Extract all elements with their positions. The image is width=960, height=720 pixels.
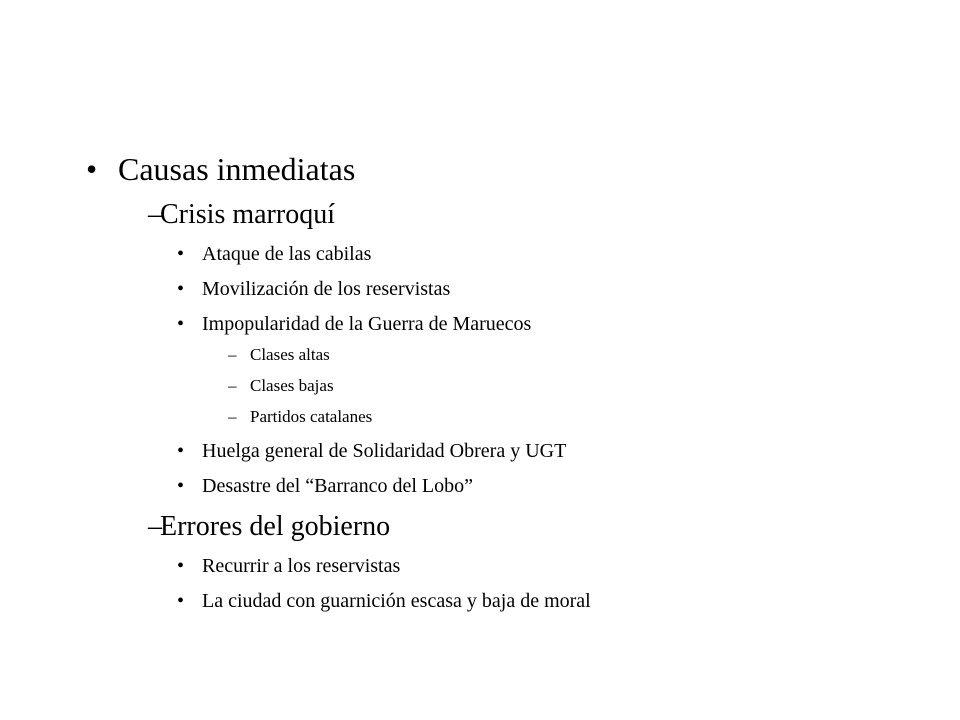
sub-bullet-text: Clases bajas: [250, 376, 334, 395]
sub-bullet-text: Clases altas: [250, 345, 330, 364]
bullet-marker: •: [86, 151, 98, 187]
bullet-text: Desastre del “Barranco del Lobo”: [202, 475, 473, 497]
sub-bullet-text: Partidos catalanes: [250, 407, 373, 426]
dash-marker: –: [228, 345, 237, 364]
dash-marker: –: [228, 407, 237, 426]
dash-marker: –: [228, 376, 237, 395]
dash-marker: –: [148, 511, 162, 542]
bullet-marker: •: [177, 590, 185, 612]
bullet-text: Movilización de los reservistas: [202, 278, 451, 300]
subheading-text: Crisis marroquí: [160, 199, 335, 230]
bullet-text: Ataque de las cabilas: [202, 243, 372, 265]
bullet-marker: •: [177, 555, 185, 577]
bullet-marker: •: [177, 278, 185, 300]
bullet-marker: •: [177, 440, 185, 462]
bullet-text: Recurrir a los reservistas: [202, 555, 401, 577]
subheading-text: Errores del gobierno: [160, 511, 391, 542]
bullet-text: La ciudad con guarnición escasa y baja de moral: [202, 590, 591, 612]
bullet-text: Causas inmediatas: [118, 151, 356, 187]
bullet-text: Impopularidad de la Guerra de Maruecos: [202, 313, 532, 335]
bullet-marker: •: [177, 243, 185, 265]
bullet-text: Huelga general de Solidaridad Obrera y UGT: [202, 440, 567, 462]
dash-marker: –: [148, 199, 162, 230]
bullet-marker: •: [177, 313, 185, 335]
bullet-marker: •: [177, 475, 185, 497]
